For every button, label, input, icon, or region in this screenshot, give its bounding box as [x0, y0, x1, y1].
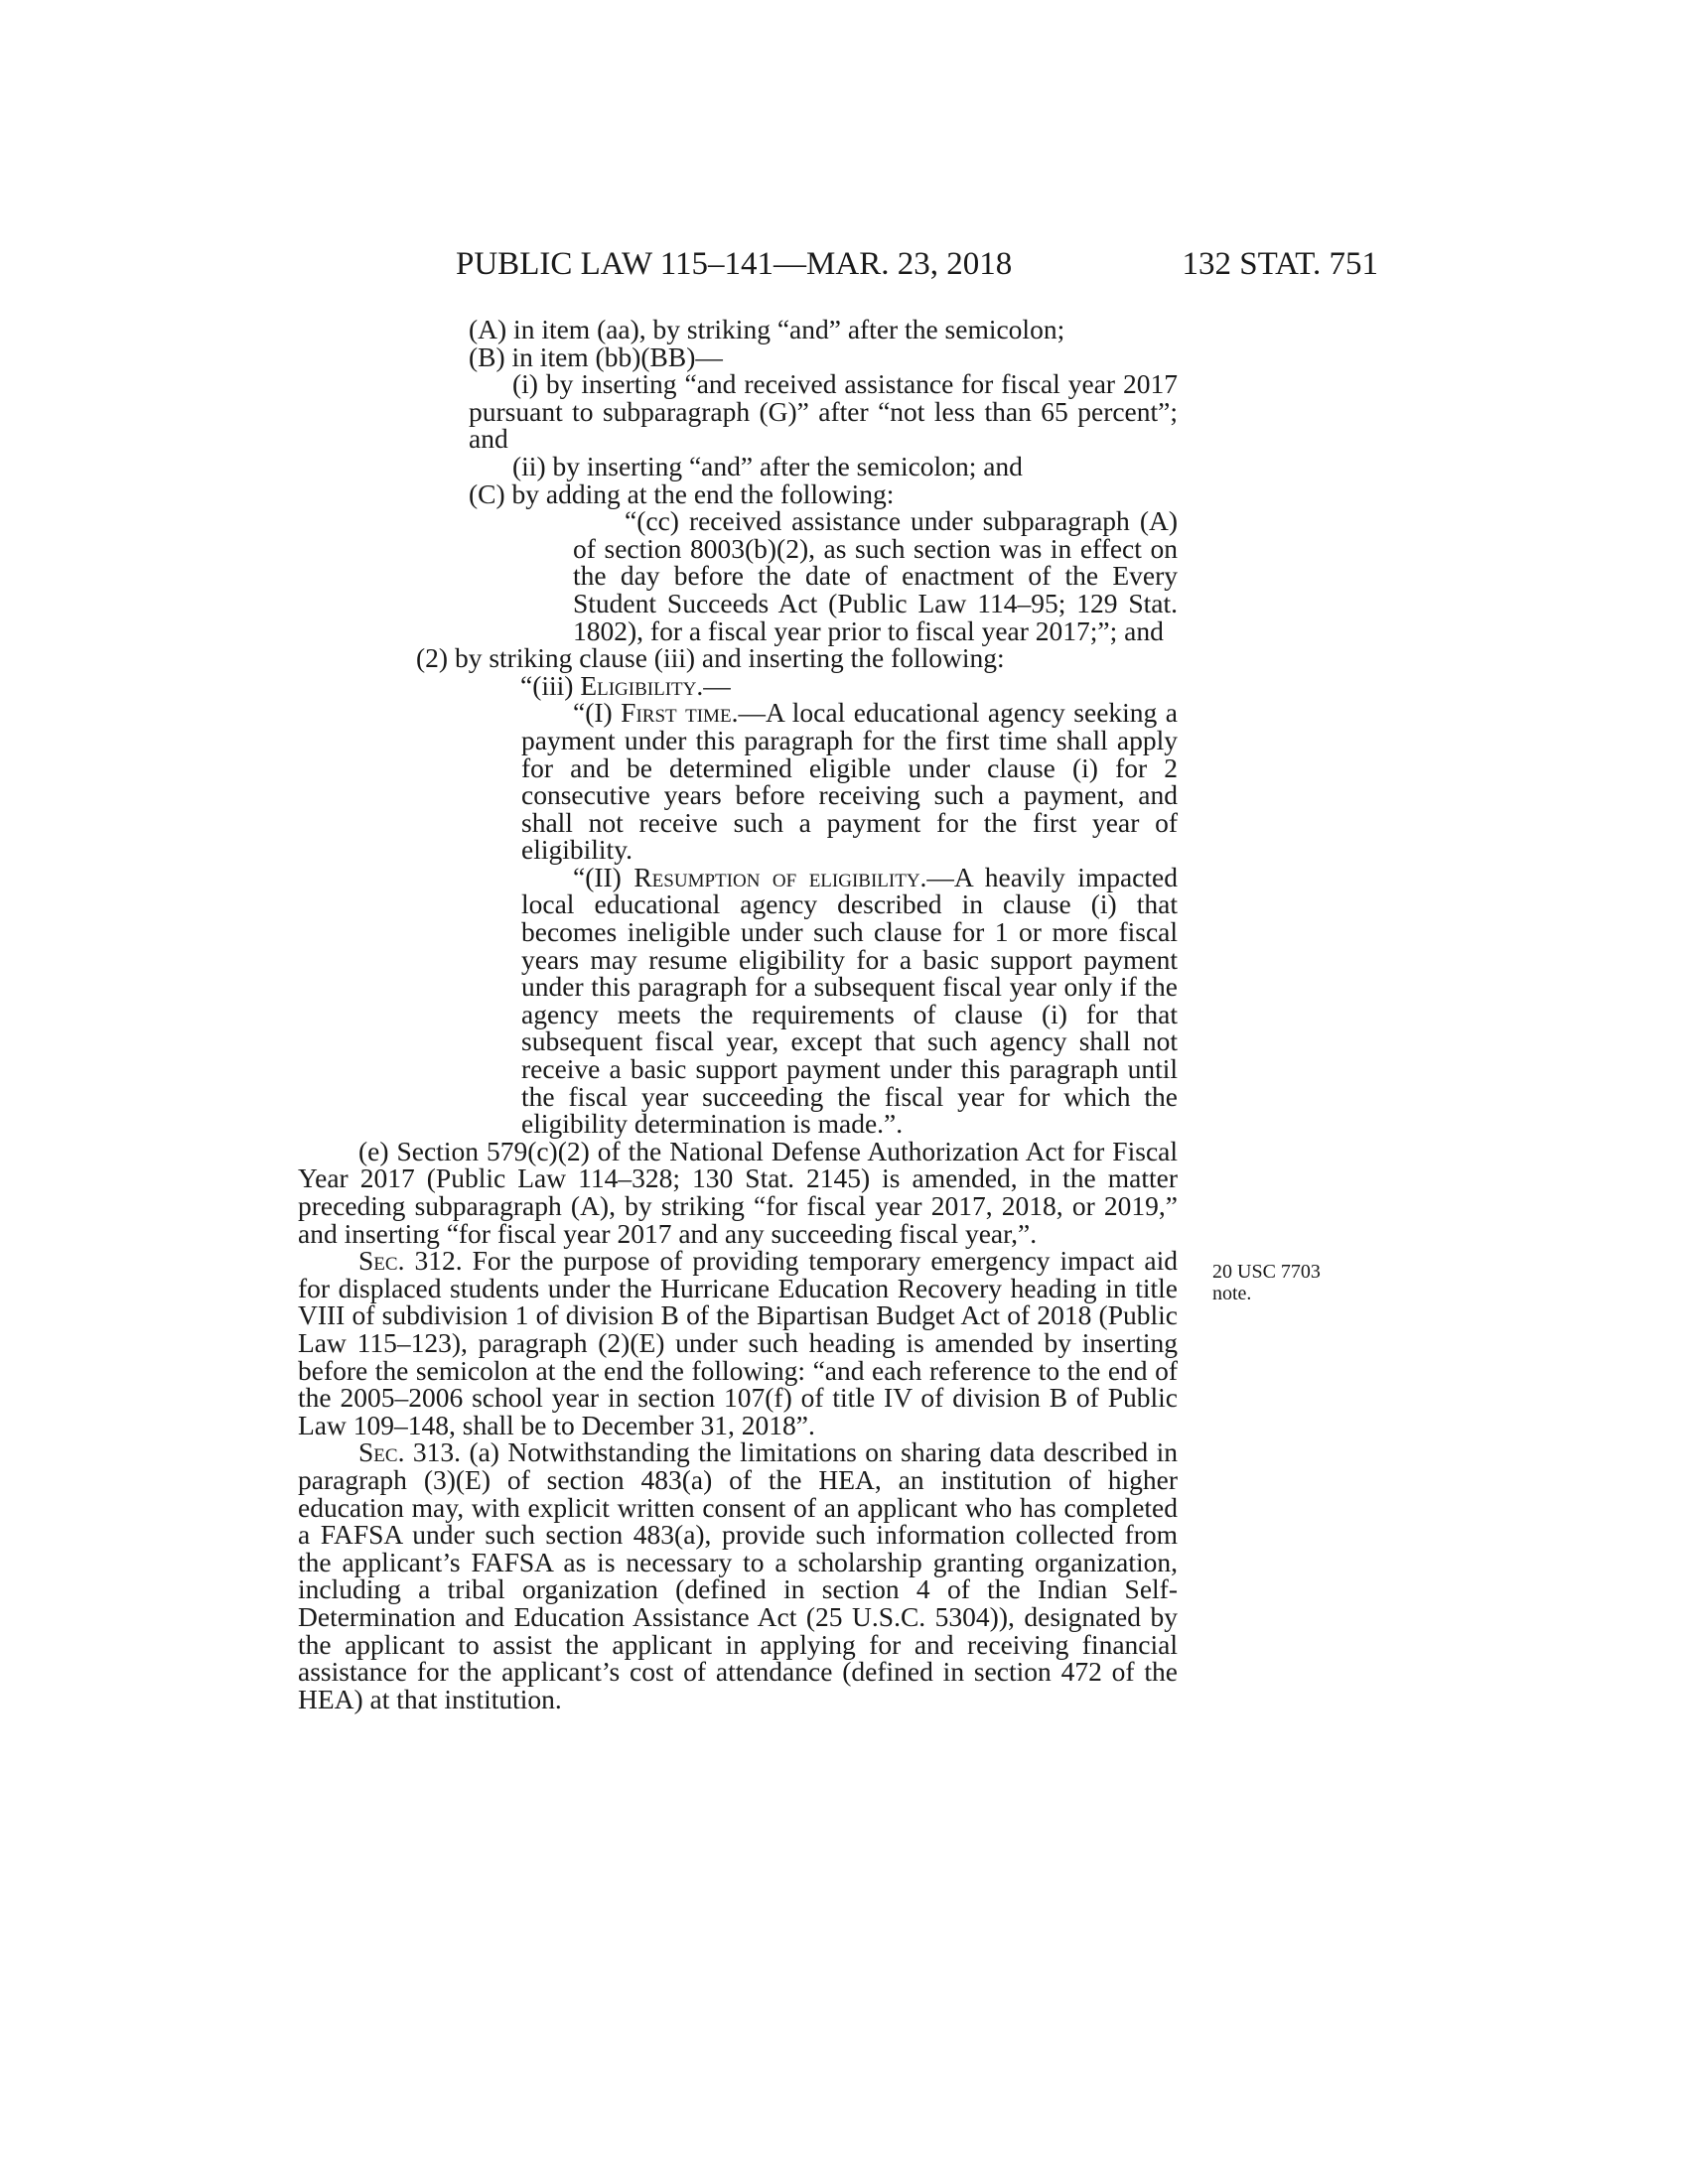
amendment-item-b-i: (i) by inserting “and received assistance for fiscal year 2017 pursuant to subparagraph (G)” after “not less than 65 percent”; and — [469, 368, 1178, 455]
amendment-item-b: (B) in item (bb)(BB)— — [469, 341, 723, 372]
page-number: 132 STAT. 751 — [1182, 246, 1378, 282]
amendment-item-b-ii: (ii) by inserting “and” after the semicolon; and — [512, 450, 1023, 481]
first-time-heading: First time — [621, 697, 732, 729]
document-body — [0, 316, 1688, 1712]
quoted-item-cc: “(cc) received assistance under subparagraph (A) of section 8003(b)(2), as such section was in effect on the day before the date of enactment of the Every Student Succeeds Act (Public Law 114–95; 129 Stat. 1802), for a fiscal year prior to fiscal year 2017;”; and — [573, 505, 1178, 646]
section-313: Sec. 313. (a) Notwithstanding the limitations on sharing data described in paragraph (3)(E) of section 483(a) of the HEA, an institution of higher education may, with explicit written consent of an applicant who has completed a FAFSA under such section 483(a), provide such information collected from the applicant’s FAFSA as is necessary to a scholarship granting organization, including a tribal organization (defined in section 4 of the Indian Self-Determination and Education Assistance Act (25 U.S.C. 5304)), designated by the applicant to assist the applicant in applying for and receiving financial assistance for the applicant’s cost of attendance (defined in section 472 of the HEA) at that institution. — [298, 1436, 1178, 1714]
clause-iii-heading: “(iii) Eligibility.— — [520, 669, 731, 701]
eligibility-heading: Eligibility — [580, 669, 697, 701]
section-312: Sec. 312. For the purpose of providing temporary emergency impact aid for displaced students under the Hurricane Education Recovery heading in title VIII of subdivision 1 of division B of the Bipartisan Budget Act of 2018 (Public Law 115–123), paragraph (2)(E) under such heading is amended by inserting before the semicolon at the end the following: “and each reference to the end of the 2005–2006 school year in section 107(f) of title IV of division B of Public Law 109–148, shall be to December 31, 2018”. — [298, 1245, 1178, 1440]
running-header — [456, 246, 1378, 286]
amendment-item-2: (2) by striking clause (iii) and inserting the following: — [416, 642, 1005, 674]
subclause-ii: “(II) Resumption of eligibility.—A heavily impacted local educational agency described in clause (i) that becomes ineligible under such clause for 1 or more fiscal years may resume eligibility for a basic support payment under this paragraph for a subsequent fiscal year only if the agency meets the requirements of clause (i) for that subsequent fiscal year, except that such agency shall not receive a basic support payment under this paragraph until the fiscal year succeeding the fiscal year for which the eligibility determination is made.”. — [521, 861, 1178, 1140]
amendment-item-a: (A) in item (aa), by striking “and” after the semicolon; — [469, 314, 1065, 344]
header-title: PUBLIC LAW 115–141—MAR. 23, 2018 — [456, 246, 1013, 282]
margin-citation-line2: note. — [1212, 1283, 1252, 1304]
subclause-i: “(I) First time.—A local educational agency seeking a payment under this paragraph for the first time shall apply for and be determined eligible under clause (i) for 2 consecutive years before receiving such a payment, and shall not receive such a payment for the first year of eligibility. — [521, 697, 1178, 866]
resumption-heading: Resumption of eligibility — [633, 861, 920, 892]
margin-citation-line1: 20 USC 7703 — [1212, 1261, 1321, 1283]
amendment-item-c: (C) by adding at the end the following: — [469, 478, 895, 509]
subsection-e: (e) Section 579(c)(2) of the National Defense Authorization Act for Fiscal Year 2017 (Public Law 114–328; 130 Stat. 2145) is amended, in the matter preceding subparagraph (A), by striking “for fiscal year 2017, 2018, or 2019,” and inserting “for fiscal year 2017 and any succeeding fiscal year,”. — [298, 1135, 1178, 1249]
margin-citation — [1212, 1261, 1321, 1304]
